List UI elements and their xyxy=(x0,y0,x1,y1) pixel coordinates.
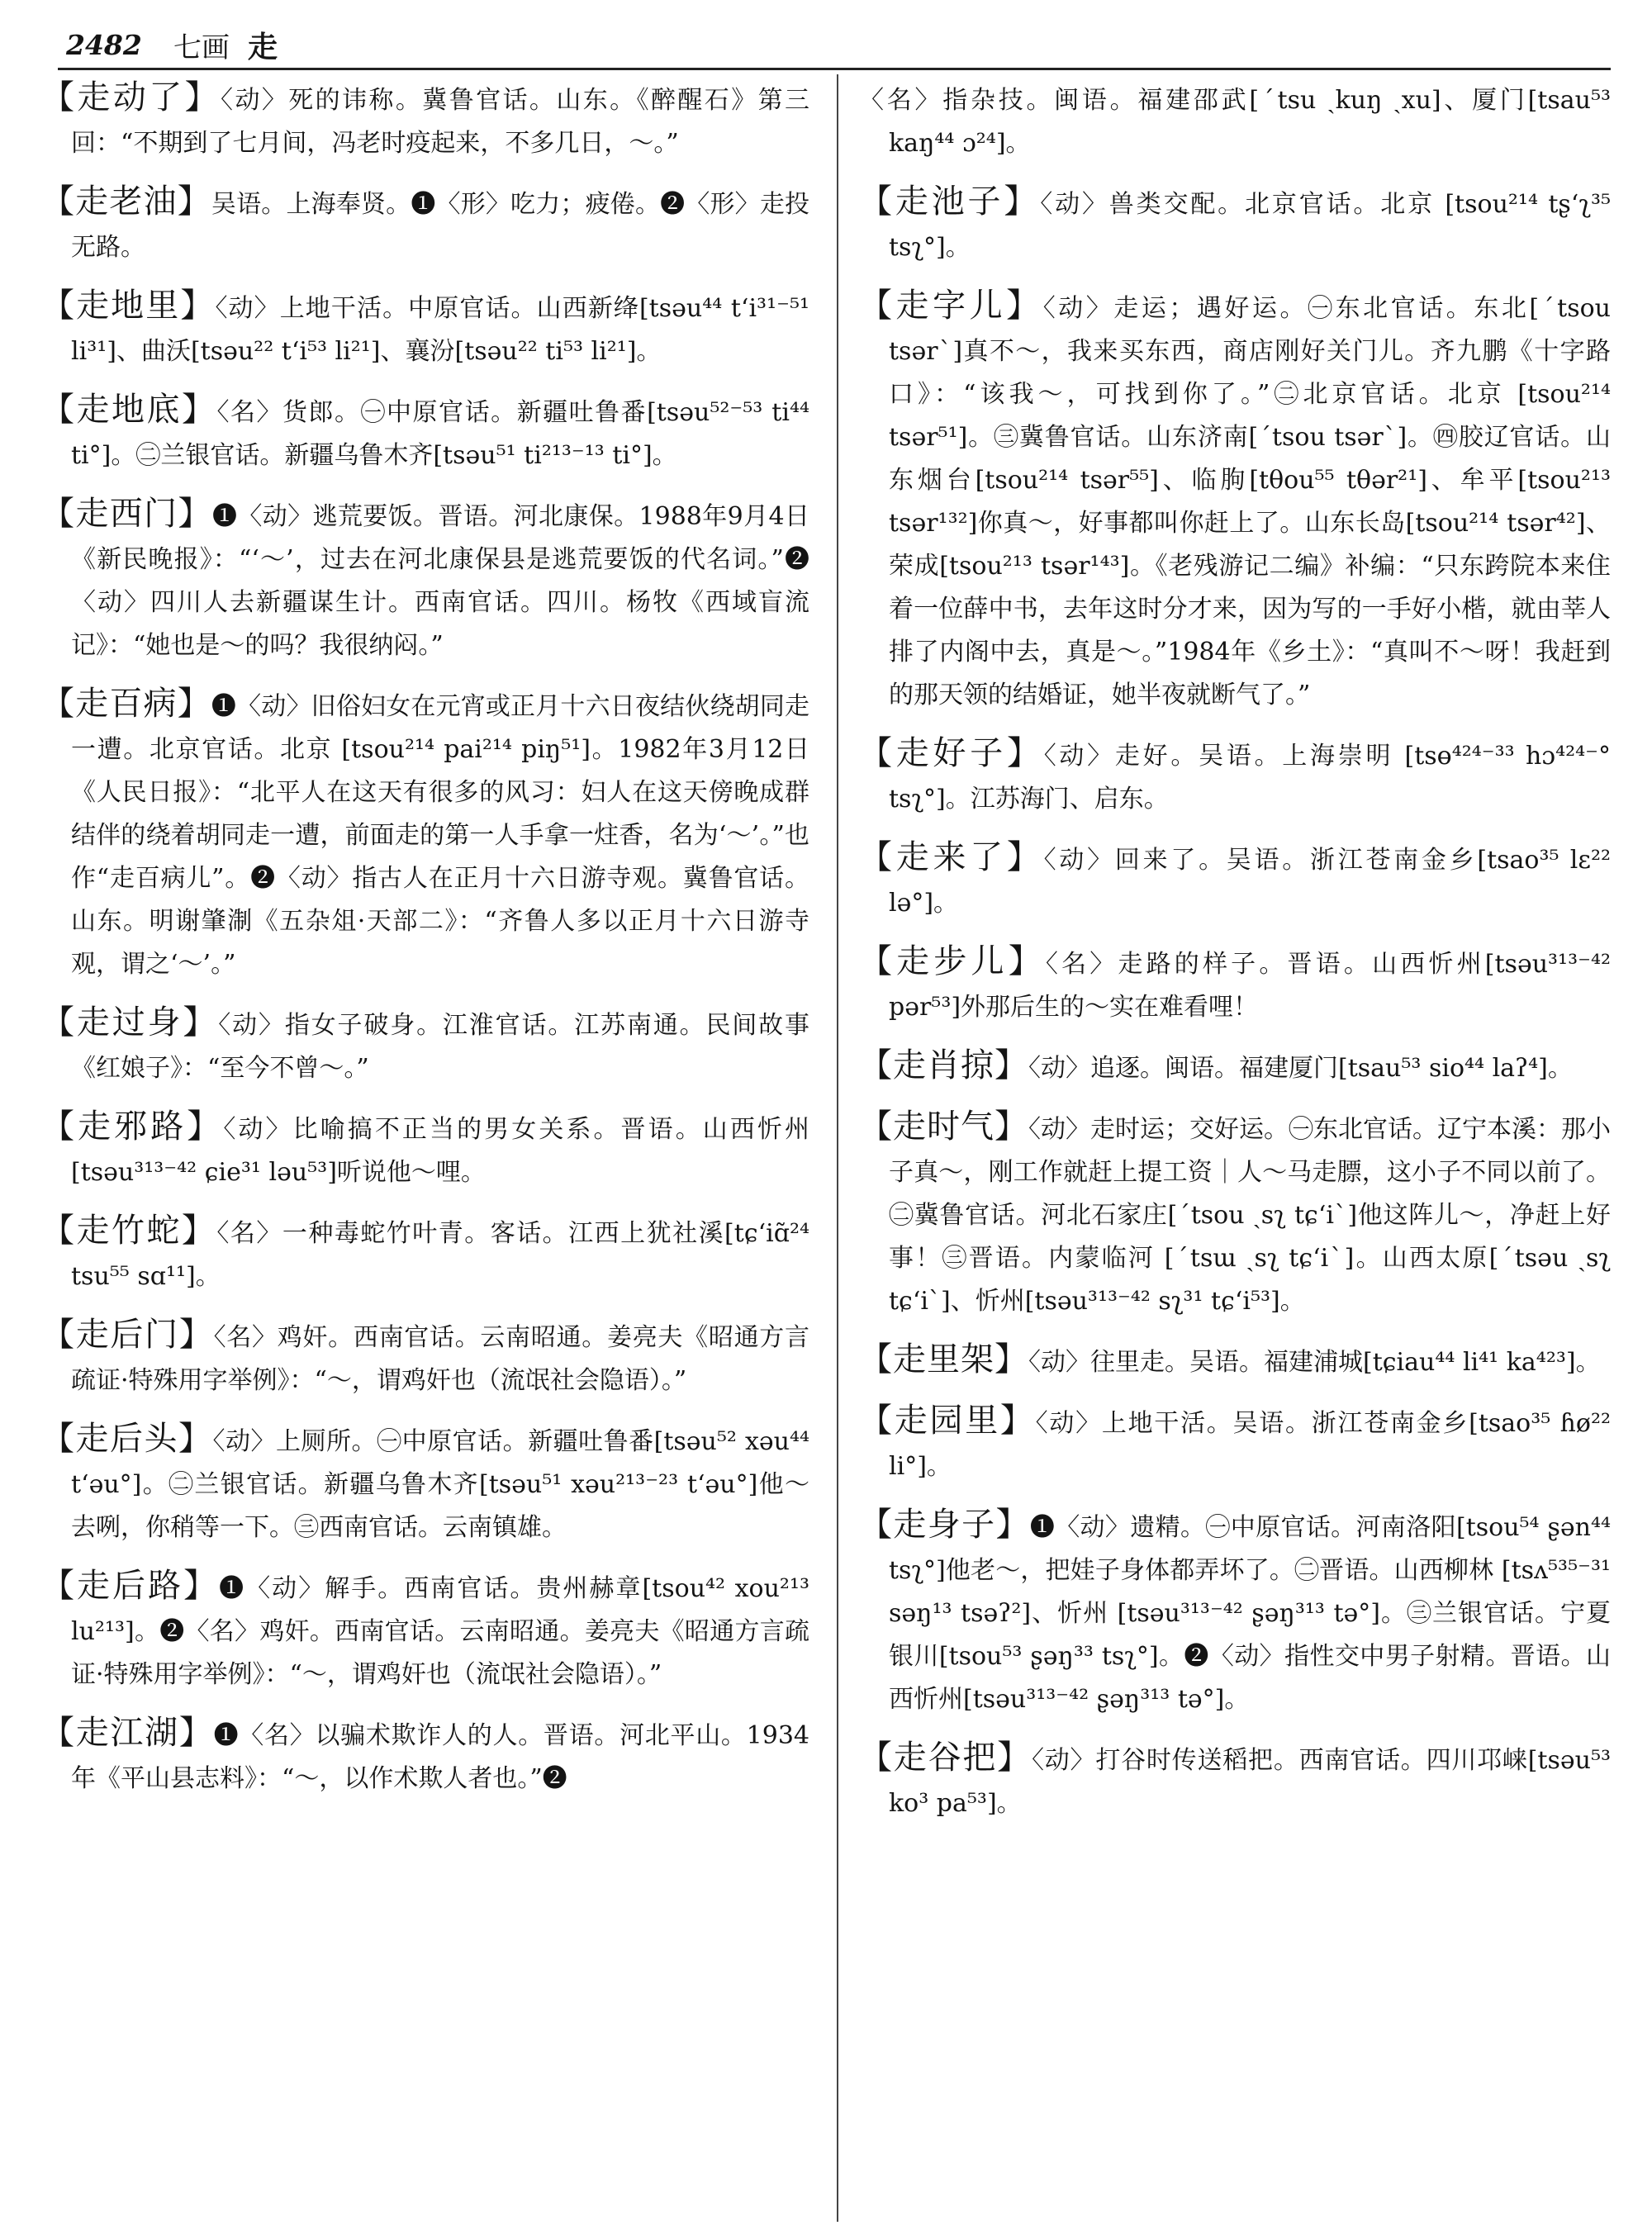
entry-headword: 【走池子】 xyxy=(859,183,1041,221)
entry-definition: 〈动〉死的讳称。冀鲁官话。山东。《醉醒石》第三回：“不期到了七月间，冯老时疫起来，不多几日，～。” xyxy=(71,86,809,158)
entry-definition: ❶〈动〉解手。西南官话。贵州赫章[tsou⁴² xou²¹³ lu²¹³]。❷〈名〉鸡奸。西南官话。云南昭通。姜亮夫《昭通方言疏证·特殊用字举例》：“～，谓鸡奸也（流氓社会隐语）。” xyxy=(71,1574,809,1689)
entry-definition: 〈动〉往里走。吴语。福建浦城[tɕiau⁴⁴ li⁴¹ ka⁴²³]。 xyxy=(1028,1348,1601,1377)
dictionary-entry xyxy=(859,836,1611,925)
entry-headword: 【走百病】 xyxy=(41,685,211,723)
dictionary-entry xyxy=(41,76,809,165)
entry-headword: 【走里架】 xyxy=(859,1340,1028,1378)
entry-headword: 【走老油】 xyxy=(41,183,211,221)
entry-definition: 〈动〉上地干活。吴语。浙江苍南金乡[tsao³⁵ ɦø²² li°]。 xyxy=(889,1409,1611,1481)
dictionary-entry xyxy=(41,682,809,986)
entry-definition: 〈动〉走运；遇好运。㊀东北官话。东北[ˊtsou tsərˋ]真不～，我来买东西，商店刚好关门儿。齐九鹏《十字路口》：“该我～，可找到你了。”㊁北京官话。北京 [tsou²¹⁴ tsər⁵¹]。㊂冀鲁官话。山东济南[ˊtsou tsərˋ]。㊃胶辽官话。山东烟台[tsou²¹⁴ tsər⁵⁵]、临朐[tθou⁵⁵ tθər²¹]、牟平[tsou²¹³ tsər¹³²]你真～，好事都叫你赶上了。山东长岛[tsou²¹⁴ tsər⁴²]、荣成[tsou²¹³ tsər¹⁴³]。《老残游记二编》补编：“只东跨院本来住着一位薛中书，去年这时分才来，因为写的一手好小楷，就由莘人排了内阁中去，真是～。”1984年《乡土》：“真叫不～呀！我赶到的那天领的结婚证，她半夜就断气了。” xyxy=(889,294,1611,709)
dictionary-entry xyxy=(41,1417,809,1549)
right-column xyxy=(859,76,1611,2223)
dictionary-entry xyxy=(41,492,809,667)
entry-definition: 〈动〉打谷时传送稻把。西南官话。四川邛崃[tsəu⁵³ ko³ pa⁵³]。 xyxy=(889,1746,1611,1818)
entry-definition: 〈动〉比喻搞不正当的男女关系。晋语。山西忻州[tsəu³¹³⁻⁴² ɕie³¹ ləu⁵³]听说他～哩。 xyxy=(71,1115,809,1187)
entry-headword: 【走好子】 xyxy=(859,734,1044,772)
entry-headword: 【走邪路】 xyxy=(41,1108,224,1146)
entry-definition: 〈动〉走时运；交好运。㊀东北官话。辽宁本溪：那小子真～，刚工作就赶上提工资｜人～马走膘，这小子不同以前了。㊁冀鲁官话。河北石家庄[ˊtsou ˏsʅ tɕʻiˋ]他这阵儿～，净赶上好事！㊂晋语。内蒙临河 [ˊtsɯ ˏsʅ tɕʻiˋ]。山西太原[ˊtsəu ˏsʅ tɕʻiˋ]、忻州[tsəu³¹³⁻⁴² sʅ³¹ tɕʻi⁵³]。 xyxy=(889,1115,1611,1316)
page-number: 2482 xyxy=(66,28,142,61)
dictionary-entry xyxy=(41,1001,809,1090)
dictionary-entry xyxy=(41,1711,809,1801)
entry-definition: 〈动〉回来了。吴语。浙江苍南金乡[tsao³⁵ lɛ²² lə°]。 xyxy=(889,846,1611,918)
entry-definition: 〈名〉走路的样子。晋语。山西忻州[tsəu³¹³⁻⁴² pər⁵³]外那后生的～实在难看哩！ xyxy=(889,950,1611,1022)
entry-headword: 【走竹蛇】 xyxy=(41,1212,217,1250)
entry-headword: 【走江湖】 xyxy=(41,1714,214,1752)
entry-definition: ❶〈动〉逃荒要饭。晋语。河北康保。1988年9月4日《新民晚报》：“‘～’，过去在河北康保县是逃荒要饭的代名词。”❷〈动〉四川人去新疆谋生计。西南官话。四川。杨牧《西域盲流记》：“她也是～的吗？我很纳闷。” xyxy=(71,502,809,660)
entry-headword: 【走后门】 xyxy=(41,1316,214,1354)
dictionary-entry xyxy=(859,180,1611,269)
dictionary-entry xyxy=(41,284,809,373)
dictionary-entry xyxy=(41,1105,809,1194)
entry-headword: 【走西门】 xyxy=(41,495,212,533)
entry-definition: ❶〈动〉遗精。㊀中原官话。河南洛阳[tsou⁵⁴ ʂən⁴⁴ tsʅ°]他老～，把娃子身体都弄坏了。㊁晋语。山西柳林 [tsʌ⁵³⁵⁻³¹ səŋ¹³ tsəʔ²]、忻州 [tsəu³¹³⁻⁴² ʂəŋ³¹³ tə°]。㊂兰银官话。宁夏银川[tsou⁵³ ʂəŋ³³ tsʅ°]。❷〈动〉指性交中男子射精。晋语。山西忻州[tsəu³¹³⁻⁴² ʂəŋ³¹³ tə°]。 xyxy=(889,1513,1611,1714)
dictionary-entry xyxy=(859,1399,1611,1488)
dictionary-entry xyxy=(859,1338,1611,1384)
entry-definition: 〈名〉一种毒蛇竹叶青。客话。江西上犹社溪[tɕʻiɑ̃²⁴ tsu⁵⁵ sɑ¹¹]。 xyxy=(71,1219,809,1291)
dictionary-entry xyxy=(41,1209,809,1298)
entry-definition: 〈动〉上厕所。㊀中原官话。新疆吐鲁番[tsəu⁵² xəu⁴⁴ tʻəu°]。㊁兰银官话。新疆乌鲁木齐[tsəu⁵¹ xəu²¹³⁻²³ tʻəu°]他～去咧，你稍等一下。㊂西南官话。云南镇雄。 xyxy=(71,1427,809,1542)
dictionary-entry xyxy=(859,284,1611,717)
entry-headword: 【走后头】 xyxy=(41,1420,213,1458)
dictionary-entry xyxy=(859,1105,1611,1323)
header-rule xyxy=(58,68,1611,70)
entry-definition: 〈动〉指女子破身。江淮官话。江苏南通。民间故事《红娘子》：“至今不曾～。” xyxy=(71,1011,809,1083)
dictionary-entry xyxy=(41,388,809,477)
dictionary-entry xyxy=(859,940,1611,1029)
entry-definition: ❶〈动〉旧俗妇女在元宵或正月十六日夜结伙绕胡同走一遭。北京官话。北京 [tsou²¹⁴ pai²¹⁴ piŋ⁵¹]。1982年3月12日《人民日报》：“北平人在这天有很多的风习：妇人在这天傍晚成群结伴的绕着胡同走一遭，前面走的第一人手拿一炷香，名为‘～’。”也作“走百病儿”。❷〈动〉指古人在正月十六日游寺观。冀鲁官话。山东。明谢肇淛《五杂俎·天部二》：“齐鲁人多以正月十六日游寺观，谓之‘～’。” xyxy=(71,692,809,979)
entry-headword: 【走地底】 xyxy=(41,391,217,429)
dictionary-entry xyxy=(859,732,1611,821)
entry-definition: 〈名〉鸡奸。西南官话。云南昭通。姜亮夫《昭通方言疏证·特殊用字举例》：“～，谓鸡奸也（流氓社会隐语）。” xyxy=(71,1323,809,1395)
entry-headword: 【走字儿】 xyxy=(859,287,1043,325)
page-header xyxy=(66,20,1602,69)
dictionary-entry xyxy=(41,1564,809,1696)
entry-definition: 〈名〉指杂技。闽语。福建邵武[ˊtsu ˏkuŋ ˏxu]、厦门[tsau⁵³ kaŋ⁴⁴ ɔ²⁴]。 xyxy=(859,86,1611,158)
entry-definition: 〈动〉兽类交配。北京官话。北京 [tsou²¹⁴ tʂʻʅ³⁵ tsʅ°]。 xyxy=(889,190,1611,262)
entry-headword: 【走时气】 xyxy=(859,1108,1028,1146)
column-divider xyxy=(837,74,838,2222)
entry-headword: 【走步儿】 xyxy=(859,942,1046,980)
stroke-section: 七画 xyxy=(173,31,230,64)
dictionary-entry xyxy=(859,1503,1611,1721)
entry-headword: 【走肖掠】 xyxy=(859,1046,1028,1084)
dictionary-entry xyxy=(41,1313,809,1402)
dictionary-entry xyxy=(859,1736,1611,1825)
entry-headword: 【走园里】 xyxy=(859,1402,1036,1440)
entry-definition: 〈动〉走好。吴语。上海崇明 [tsɵ⁴²⁴⁻³³ hɔ⁴²⁴⁻° tsʅ°]。江苏海门、启东。 xyxy=(889,742,1611,814)
entry-headword: 【走来了】 xyxy=(859,838,1044,876)
entry-headword: 【走谷把】 xyxy=(859,1739,1032,1777)
section-char: 走 xyxy=(248,29,278,64)
dictionary-entry xyxy=(859,1044,1611,1090)
entry-headword: 【走后路】 xyxy=(41,1567,220,1605)
entry-headword: 【走动了】 xyxy=(41,78,221,116)
entry-definition: 〈名〉货郎。㊀中原官话。新疆吐鲁番[tsəu⁵²⁻⁵³ ti⁴⁴ ti°]。㊁兰银官话。新疆乌鲁木齐[tsəu⁵¹ ti²¹³⁻¹³ ti°]。 xyxy=(71,398,809,470)
dictionary-entry xyxy=(41,180,809,269)
entry-headword: 【走身子】 xyxy=(859,1506,1030,1544)
entry-definition: 〈动〉上地干活。中原官话。山西新绛[tsəu⁴⁴ tʻi³¹⁻⁵¹ li³¹]、曲沃[tsəu²² tʻi⁵³ li²¹]、襄汾[tsəu²² ti⁵³ li²¹]。 xyxy=(71,294,809,366)
entry-definition: ❶〈名〉以骗术欺诈人的人。晋语。河北平山。1934年《平山县志料》：“～，以作术欺人者也。”❷ xyxy=(71,1721,809,1793)
dictionary-entry-continued xyxy=(859,76,1611,165)
entry-headword: 【走地里】 xyxy=(41,287,216,325)
entry-headword: 【走过身】 xyxy=(41,1004,219,1041)
left-column xyxy=(41,76,809,2223)
entry-definition: 〈动〉追逐。闽语。福建厦门[tsau⁵³ sio⁴⁴ laʔ⁴]。 xyxy=(1028,1054,1573,1083)
entry-definition: 吴语。上海奉贤。❶〈形〉吃力；疲倦。❷〈形〉走投无路。 xyxy=(71,190,809,262)
